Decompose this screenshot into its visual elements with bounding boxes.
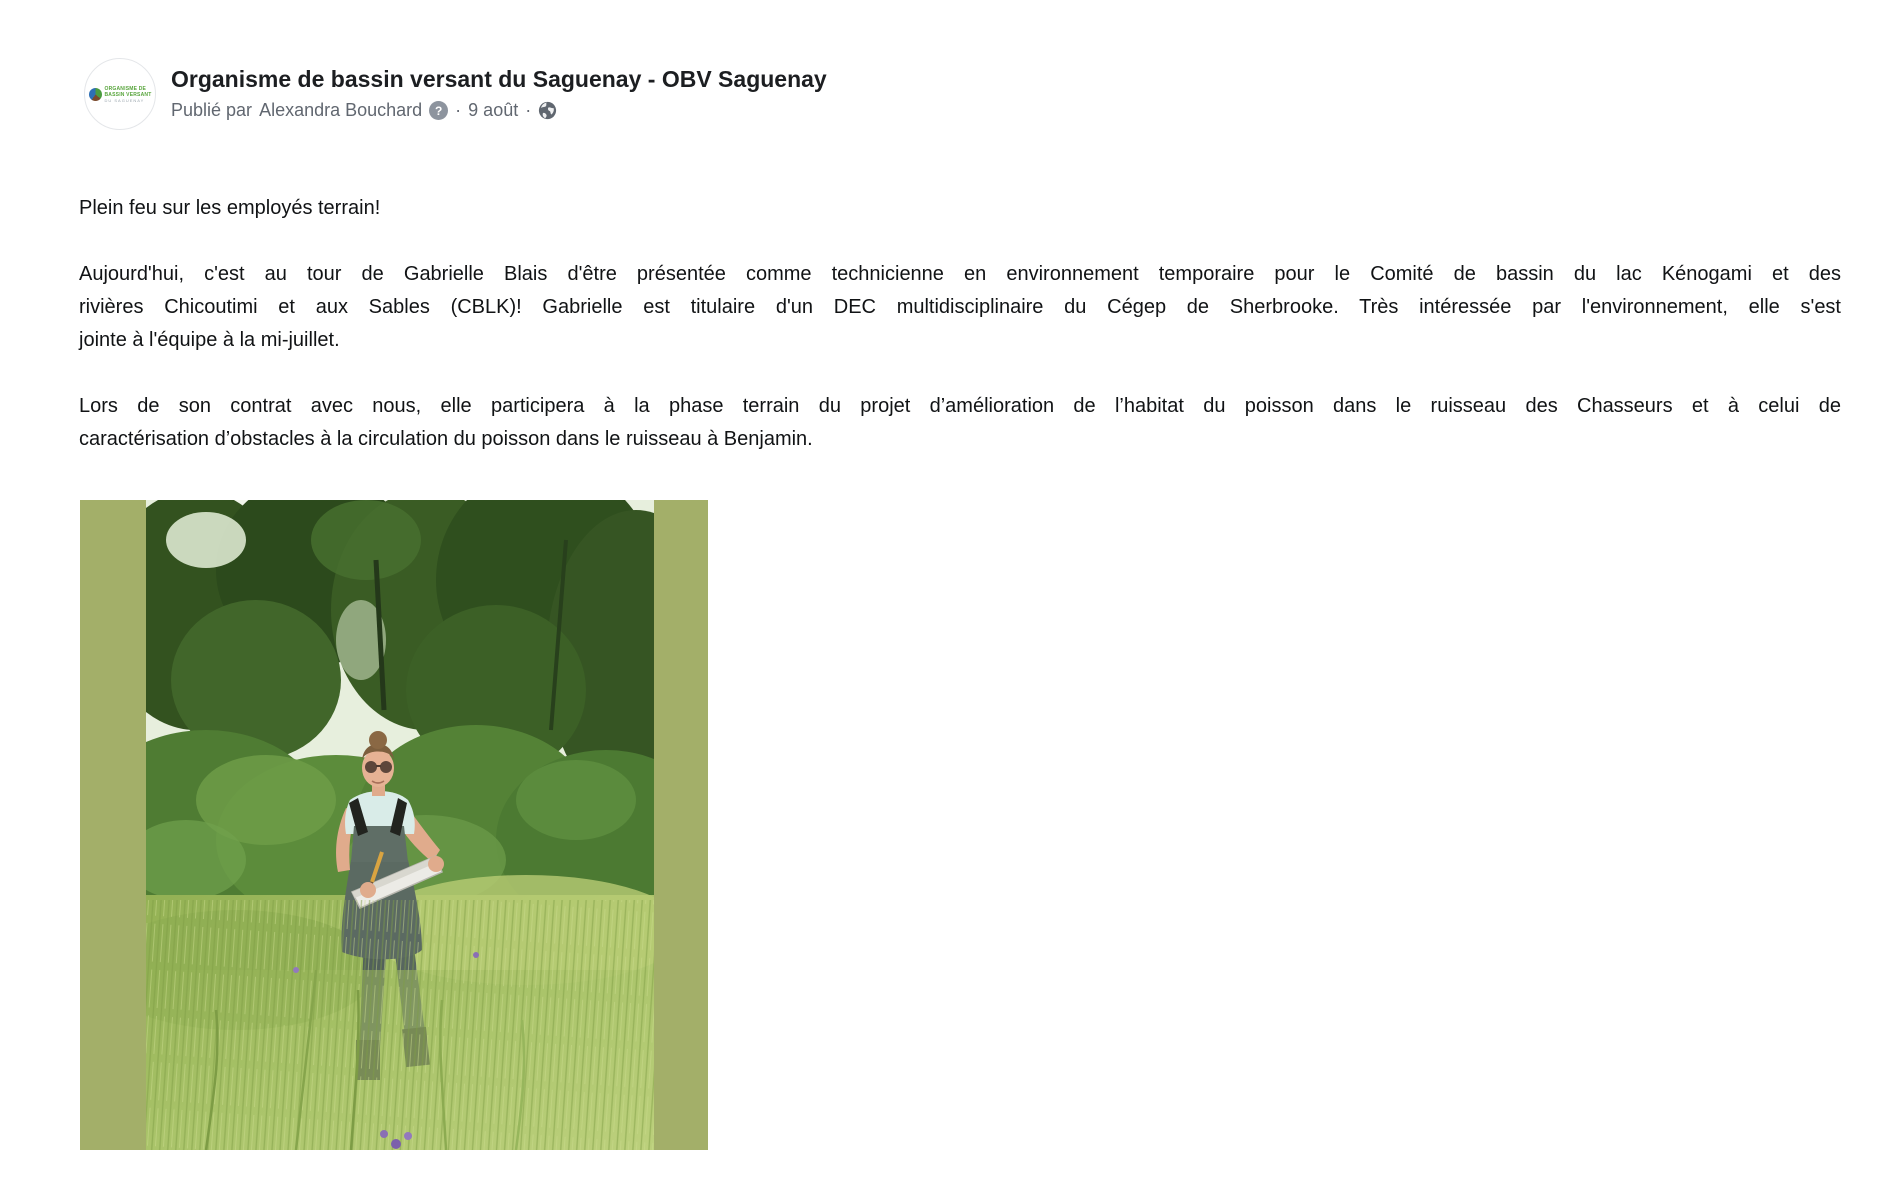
page-name-link[interactable]: Organisme de bassin versant du Saguenay - OBV Saguenay bbox=[171, 66, 827, 93]
p3-line-1: Lors de son contrat avec nous, elle participera à la phase terrain du projet d’amélioration de l’habitat du poisson dans le ruisseau des Chasseurs et à celui de bbox=[79, 395, 1841, 417]
post-text bbox=[79, 192, 1841, 456]
logo-globe-icon bbox=[89, 88, 102, 101]
meta-separator: · bbox=[455, 100, 462, 120]
page-avatar[interactable] bbox=[84, 58, 156, 130]
author-block bbox=[171, 66, 827, 121]
p2-line-1: Aujourd'hui, c'est au tour de Gabrielle Blais d'être présentée comme technicienne en environnement temporaire pour le Comité de bassin du lac Kénogami et des bbox=[79, 263, 1841, 285]
p1-line: Plein feu sur les employés terrain! bbox=[79, 197, 381, 219]
post-photo[interactable] bbox=[80, 500, 708, 1150]
logo-line-1: ORGANISME DE bbox=[104, 85, 147, 92]
p2-line-2: rivières Chicoutimi et aux Sables (CBLK)! Gabrielle est titulaire d'un DEC multidisciplinaire du Cégep de Sherbrooke. Très intéressée par l'environnement, elle s'est bbox=[79, 296, 1841, 318]
p3-line-2: caractérisation d’obstacles à la circulation du poisson dans le ruisseau à Benjamin. bbox=[79, 428, 813, 450]
paragraph-1 bbox=[79, 192, 1841, 225]
logo-subline: DU SAGUENAY bbox=[104, 97, 145, 103]
logo-text bbox=[105, 86, 152, 103]
paragraph-2 bbox=[79, 258, 1841, 357]
p2-line-3: jointe à l'équipe à la mi-juillet. bbox=[79, 329, 340, 351]
post-date-link[interactable]: 9 août bbox=[468, 100, 519, 120]
meta-separator-2: · bbox=[525, 100, 532, 120]
published-prefix: Publié par bbox=[171, 100, 253, 120]
logo-line-2: BASSIN VERSANT bbox=[104, 91, 152, 98]
photo-image bbox=[146, 500, 654, 1150]
page-logo bbox=[89, 86, 152, 103]
paragraph-3 bbox=[79, 390, 1841, 456]
post-header bbox=[0, 0, 1898, 130]
help-badge-icon[interactable]: ? bbox=[429, 101, 448, 120]
publisher-name-link[interactable]: Alexandra Bouchard bbox=[259, 100, 423, 120]
globe-privacy-icon bbox=[538, 101, 557, 120]
post-meta-line bbox=[171, 100, 827, 122]
